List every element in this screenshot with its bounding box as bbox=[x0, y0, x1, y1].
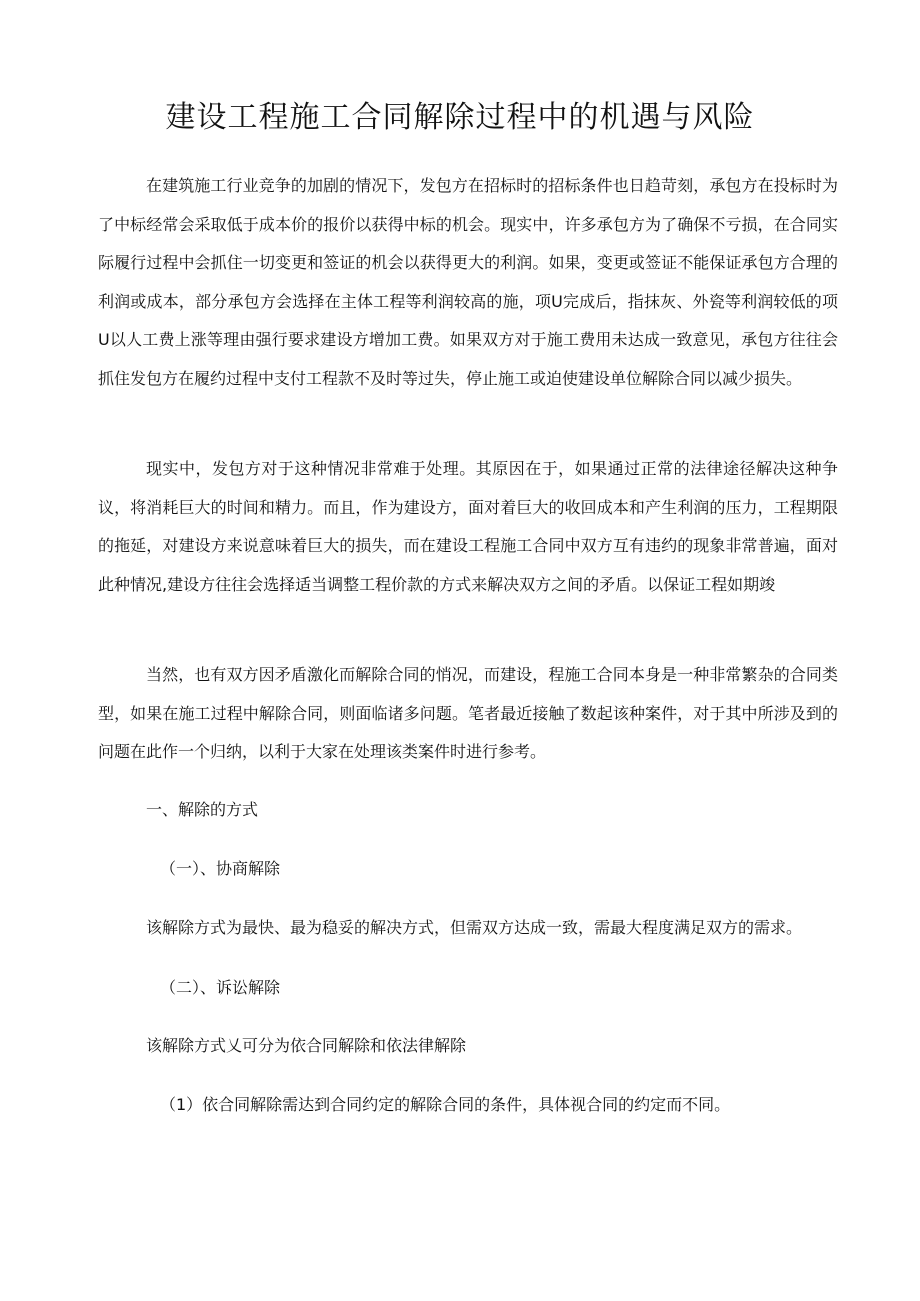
subsection-heading-negotiated-removal: （一）、协商解除 bbox=[160, 859, 281, 878]
section-heading-removal-methods: 一、解除的方式 bbox=[146, 800, 259, 819]
subsection-text-litigation-removal: 该解除方式乂可分为依合同解除和依法律解除 bbox=[146, 1036, 467, 1055]
body-paragraph-2: 现实中，发包方对于这种情况非常难于处理。其原因在于，如果通过正常的法律途径解决这种争议，将消耗巨大的时间和精力。而且，作为建设方，面对着巨大的收回成本和产生利润的压力，工程期限的拖延，对建设方来说意味着巨大的损失，而在建设工程施工合同中双方互有违约的现象非常普遍，面对此种情况,建设方往往会选择适当调整工程价款的方式来解决双方之间的矛盾。以保证工程如期竣 bbox=[98, 459, 838, 594]
body-paragraph-1: 在建筑施工行业竞争的加剧的情况下，发包方在招标时的招标条件也日趋苛刻，承包方在投标时为了中标经常会采取低于成本价的报价以获得中标的机会。现实中，许多承包方为了确保不亏损，在合同实际履行过程中会抓住一切变更和签证的机会以获得更大的利润。如果，变更或签证不能保证承包方合理的利润或成本，部分承包方会选择在主体工程等利润较高的施，项U完成后，指抹灰、外瓷等利润较低的项U以人工费上涨等理由强行要求建设方增加工费。如果双方对于施工费用未达成一致意见，承包方往往会抓住发包方在履约过程中支付工程款不及时等过失，停止施工或迫使建设单位解除合同以减少损失。 bbox=[98, 176, 838, 388]
list-item-contract-based-removal: （1）依合同解除需达到合同约定的解除合同的条件，具体视合同的约定而不同。 bbox=[160, 1095, 731, 1114]
subsection-text-negotiated-removal: 该解除方式为最快、最为稳妥的解决方式，但需双方达成一致，需最大程度满足双方的需求。 bbox=[146, 918, 803, 937]
subsection-heading-litigation-removal: （二）、诉讼解除 bbox=[160, 978, 281, 997]
body-paragraph-3: 当然，也有双方因矛盾激化而解除合同的悄况，而建设，程施工合同本身是一种非常繁杂的合同类型，如果在施工过程中解除合同，则面临诸多问题。笔者最近接触了数起该种案件，对于其中所涉及到的问题在此作一个归纳，以利于大家在处理该类案件时进行参考。 bbox=[98, 665, 838, 761]
document-title: 建设工程施工合同解除过程中的机遇与风险 bbox=[165, 100, 755, 135]
